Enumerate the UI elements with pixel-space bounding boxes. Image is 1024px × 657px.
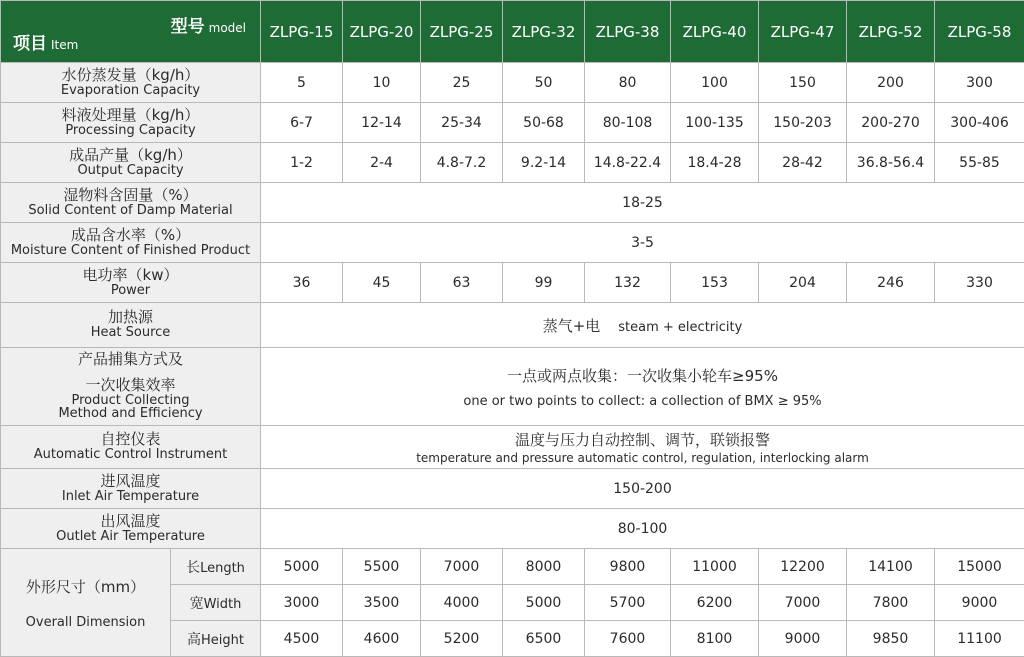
model-label-zh: 型号 — [171, 17, 205, 37]
row-output — [1, 143, 1024, 183]
cell: 18.4-28 — [671, 143, 759, 183]
cell: 7000 — [759, 585, 847, 621]
cell: 200-270 — [847, 103, 935, 143]
cell: 5 — [261, 63, 343, 103]
model-name: ZLPG-52 — [847, 1, 935, 63]
cell: 11100 — [935, 621, 1024, 657]
cell: 300-406 — [935, 103, 1024, 143]
cell: 50 — [503, 63, 585, 103]
row-collecting-method — [1, 348, 1024, 426]
item-label-en: Item — [51, 38, 78, 52]
cell: 5500 — [343, 549, 421, 585]
model-name: ZLPG-58 — [935, 1, 1024, 63]
row-label — [1, 348, 261, 426]
cell: 7000 — [421, 549, 503, 585]
cell-span — [261, 426, 1024, 469]
label-zh: 成品产量（kg/h） — [1, 148, 260, 164]
row-label — [1, 263, 261, 303]
value-zh: 蒸气+电 — [543, 317, 601, 335]
cell-span: 3-5 — [261, 223, 1024, 263]
cell: 246 — [847, 263, 935, 303]
cell: 9000 — [935, 585, 1024, 621]
label-zh: 电功率（kw） — [1, 268, 260, 284]
row-label — [1, 469, 261, 509]
cell: 99 — [503, 263, 585, 303]
cell-span: 18-25 — [261, 183, 1024, 223]
cell: 63 — [421, 263, 503, 303]
cell: 4600 — [343, 621, 421, 657]
cell: 150-203 — [759, 103, 847, 143]
label-en: Power — [1, 284, 260, 298]
cell: 10 — [343, 63, 421, 103]
row-heat-source — [1, 303, 1024, 348]
row-dimension-length — [1, 549, 1024, 585]
cell: 5200 — [421, 621, 503, 657]
row-evaporation — [1, 63, 1024, 103]
cell: 6200 — [671, 585, 759, 621]
label-en: Evaporation Capacity — [1, 84, 260, 98]
cell: 9800 — [585, 549, 671, 585]
label-zh: 料液处理量（kg/h） — [1, 108, 260, 124]
sub-label-width — [171, 585, 261, 621]
row-label — [1, 509, 261, 549]
corner-header — [1, 1, 261, 63]
cell: 5000 — [503, 585, 585, 621]
row-label — [1, 63, 261, 103]
sub-label-en: Width — [204, 597, 242, 612]
row-moisture-content — [1, 223, 1024, 263]
cell: 36 — [261, 263, 343, 303]
row-label — [1, 183, 261, 223]
row-label — [1, 426, 261, 469]
item-label-zh: 项目 — [13, 34, 47, 54]
model-label-en: model — [209, 21, 246, 35]
label-zh: 进风温度 — [1, 474, 260, 490]
sub-label-length — [171, 549, 261, 585]
model-name: ZLPG-40 — [671, 1, 759, 63]
label-en: Inlet Air Temperature — [1, 490, 260, 504]
label-zh: 成品含水率（%） — [1, 228, 260, 244]
cell: 204 — [759, 263, 847, 303]
sub-label-zh: 长 — [186, 560, 200, 576]
label-en: Product Collecting — [1, 394, 260, 408]
cell: 12200 — [759, 549, 847, 585]
value-en: temperature and pressure automatic control, regulation, interlocking alarm — [261, 451, 1024, 465]
cell-span — [261, 348, 1024, 426]
cell: 80 — [585, 63, 671, 103]
label-en: Method and Efficiency — [1, 407, 260, 421]
cell: 25 — [421, 63, 503, 103]
cell: 12-14 — [343, 103, 421, 143]
label-zh: 水份蒸发量（kg/h） — [1, 68, 260, 84]
cell: 300 — [935, 63, 1024, 103]
row-label — [1, 103, 261, 143]
label-en: Overall Dimension — [1, 615, 170, 630]
model-name: ZLPG-38 — [585, 1, 671, 63]
label-zh: 湿物料含固量（%） — [1, 188, 260, 204]
model-header — [171, 12, 246, 37]
label-zh: 一次收集效率 — [1, 378, 260, 394]
cell: 1-2 — [261, 143, 343, 183]
cell: 330 — [935, 263, 1024, 303]
sub-label-en: Height — [201, 633, 244, 648]
dimension-label — [1, 549, 171, 657]
label-zh: 产品捕集方式及 — [1, 352, 260, 368]
cell: 4.8-7.2 — [421, 143, 503, 183]
sub-label-height — [171, 621, 261, 657]
cell: 4500 — [261, 621, 343, 657]
cell: 5000 — [261, 549, 343, 585]
sub-label-zh: 高 — [187, 632, 201, 648]
label-zh: 加热源 — [1, 310, 260, 326]
item-header — [13, 29, 78, 54]
cell: 8000 — [503, 549, 585, 585]
label-en: Outlet Air Temperature — [1, 530, 260, 544]
cell: 55-85 — [935, 143, 1024, 183]
cell: 15000 — [935, 549, 1024, 585]
cell: 11000 — [671, 549, 759, 585]
model-name: ZLPG-47 — [759, 1, 847, 63]
label-zh: 出风温度 — [1, 514, 260, 530]
sub-label-zh: 宽 — [190, 596, 204, 612]
cell: 7600 — [585, 621, 671, 657]
cell: 9.2-14 — [503, 143, 585, 183]
label-en: Solid Content of Damp Material — [1, 204, 260, 218]
sub-label-en: Length — [200, 561, 245, 576]
cell: 100-135 — [671, 103, 759, 143]
value-en: steam + electricity — [618, 320, 742, 335]
label-en: Automatic Control Instrument — [1, 448, 260, 462]
row-outlet-temp — [1, 509, 1024, 549]
label-en: Processing Capacity — [1, 124, 260, 138]
cell: 14100 — [847, 549, 935, 585]
row-label — [1, 143, 261, 183]
value-zh: 温度与压力自动控制、调节，联锁报警 — [261, 429, 1024, 450]
cell: 28-42 — [759, 143, 847, 183]
cell: 3500 — [343, 585, 421, 621]
cell: 7800 — [847, 585, 935, 621]
row-inlet-temp — [1, 469, 1024, 509]
cell: 4000 — [421, 585, 503, 621]
label-en: Moisture Content of Finished Product — [1, 244, 260, 258]
cell: 150 — [759, 63, 847, 103]
cell: 8100 — [671, 621, 759, 657]
cell-span: 80-100 — [261, 509, 1024, 549]
cell: 6-7 — [261, 103, 343, 143]
cell-span: 150-200 — [261, 469, 1024, 509]
row-processing — [1, 103, 1024, 143]
model-name: ZLPG-25 — [421, 1, 503, 63]
label-en: Heat Source — [1, 326, 260, 340]
cell: 3000 — [261, 585, 343, 621]
value-en: one or two points to collect: a collection of BMX ≥ 95% — [261, 394, 1024, 409]
header-row — [1, 1, 1024, 63]
value-zh: 一点或两点收集：一次收集小轮车≥95% — [261, 365, 1024, 386]
cell: 100 — [671, 63, 759, 103]
cell-span — [261, 303, 1024, 348]
cell: 153 — [671, 263, 759, 303]
cell: 2-4 — [343, 143, 421, 183]
row-label — [1, 303, 261, 348]
cell: 80-108 — [585, 103, 671, 143]
row-solid-content — [1, 183, 1024, 223]
row-control-instrument — [1, 426, 1024, 469]
cell: 6500 — [503, 621, 585, 657]
cell: 36.8-56.4 — [847, 143, 935, 183]
cell: 200 — [847, 63, 935, 103]
cell: 9850 — [847, 621, 935, 657]
row-power — [1, 263, 1024, 303]
cell: 5700 — [585, 585, 671, 621]
model-name: ZLPG-32 — [503, 1, 585, 63]
label-en: Output Capacity — [1, 164, 260, 178]
cell: 50-68 — [503, 103, 585, 143]
cell: 45 — [343, 263, 421, 303]
label-zh: 自控仪表 — [1, 432, 260, 448]
cell: 25-34 — [421, 103, 503, 143]
model-name: ZLPG-15 — [261, 1, 343, 63]
cell: 14.8-22.4 — [585, 143, 671, 183]
cell: 9000 — [759, 621, 847, 657]
cell: 132 — [585, 263, 671, 303]
label-zh: 外形尺寸（mm） — [1, 576, 170, 597]
model-name: ZLPG-20 — [343, 1, 421, 63]
row-label — [1, 223, 261, 263]
